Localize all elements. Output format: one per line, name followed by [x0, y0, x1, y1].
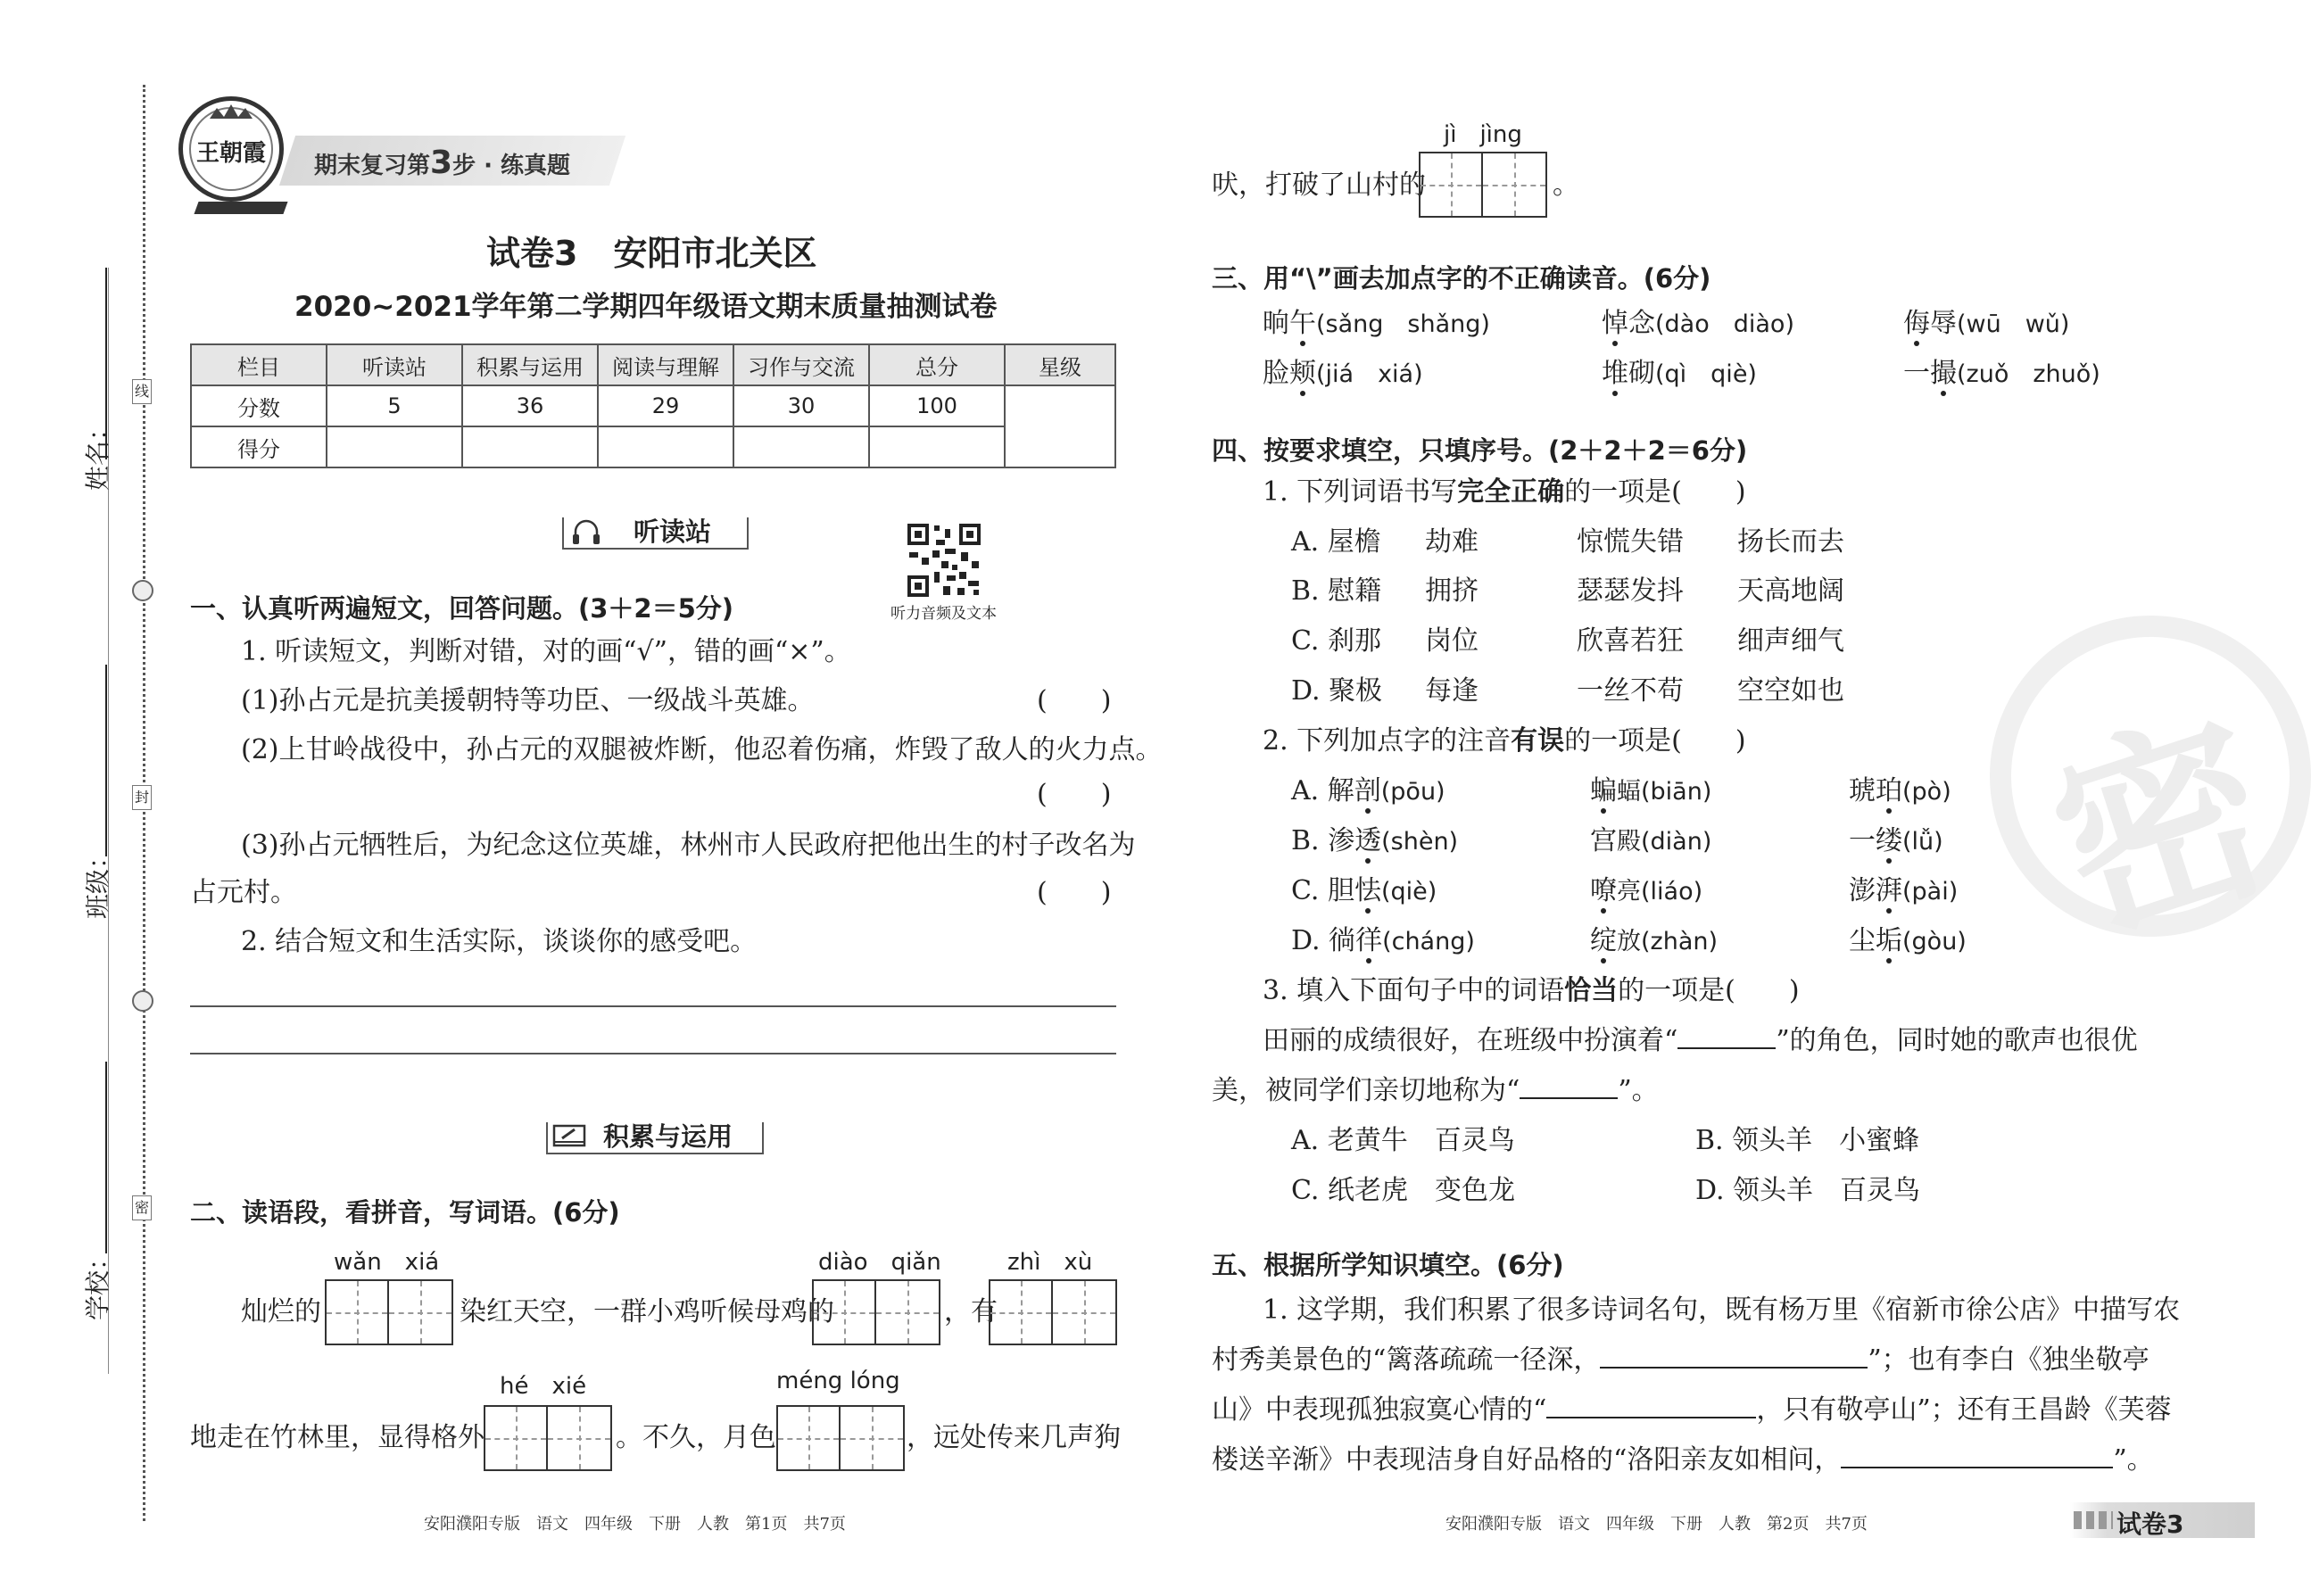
q5-heading: 五、根据所学知识填空。(6分) — [1212, 1250, 1564, 1280]
listen-section-banner — [562, 517, 749, 550]
q1-item3b: 占元村。 — [190, 877, 297, 908]
accum-section-banner — [546, 1122, 764, 1154]
q1-item3a: (3)孙占元牺牲后，为纪念这位英雄，林州市人民政府把他出生的村子改名为 — [241, 830, 1136, 861]
pinyin-zhixu: zhì xù — [1007, 1249, 1093, 1276]
brand-ribbon — [194, 202, 287, 214]
q4-s3-line1: 田丽的成绩很好，在班级中扮演着“ ”的角色，同时她的歌声也很优 — [1263, 1025, 2138, 1056]
q4-s3-blank-2[interactable] — [1520, 1097, 1618, 1099]
q4-s1-opt-c[interactable]: C. 刹那 岗位 欣喜若狂 细声细气 — [1291, 625, 1844, 657]
footer-right: 安阳濮阳专版 语文 四年级 下册 人教 第2页 共7页 — [1445, 1515, 1868, 1534]
q4-s1-opt-d[interactable]: D. 聚极 每逢 一丝不苟 空空如也 — [1291, 675, 1844, 707]
q4-s3-opt-d[interactable]: D. 领头羊 百灵鸟 — [1695, 1175, 1921, 1206]
writing-grid-jijing[interactable] — [1419, 152, 1547, 218]
q1-sub2: 2. 结合短文和生活实际，谈谈你的感受吧。 — [241, 926, 758, 957]
name-label: 姓名： — [83, 415, 112, 491]
q1-answer-line-2[interactable] — [190, 1053, 1116, 1054]
q3-heading: 三、用“\”画去加点字的不正确读音。(6分) — [1212, 263, 1711, 294]
q4-s2-opt-c[interactable]: C. 胆怯(qiè) 嘹亮(liáo) 澎湃(pài) — [1291, 875, 1959, 906]
q3-item-5[interactable]: 堆砌(qì qiè) — [1602, 358, 1757, 389]
writing-grid-wanxia[interactable] — [325, 1279, 453, 1345]
secret-watermark — [1990, 616, 2311, 974]
book-pen-icon — [551, 1122, 587, 1149]
listen-section-title: 听读站 — [634, 517, 712, 547]
q1-heading: 一、认真听两遍短文，回答问题。(3＋2＝5分) — [190, 593, 734, 624]
writing-grid-hexie[interactable] — [484, 1405, 612, 1471]
q3-item-3[interactable]: 侮辱(wū wǔ) — [1903, 308, 2070, 339]
q4-s2-prompt: 2. 下列加点字的注音有误的一项是( ) — [1263, 725, 1746, 757]
q5-blank-2[interactable] — [1546, 1417, 1756, 1418]
q5-blank-3[interactable] — [1841, 1467, 2113, 1468]
q2-text-1: 灿烂的 — [241, 1296, 321, 1327]
q4-s2-opt-b[interactable]: B. 渗透(shèn) 宫殿(diàn) 一缕(lǚ) — [1291, 825, 1943, 856]
exam-subtitle: 2020~2021学年第二学期四年级语文期末质量抽测试卷 — [294, 291, 998, 323]
footer-tab — [2070, 1502, 2255, 1538]
circle-mark-1 — [132, 580, 153, 601]
pinyin-jijing: jì jìng — [1444, 121, 1522, 148]
seal-mark-line: 线 — [132, 379, 152, 404]
score-cell[interactable] — [462, 426, 598, 467]
score-table-row-points: 分数 5 36 29 30 100 — [191, 385, 1115, 426]
q2-text-5: 。不久，月色 — [616, 1422, 776, 1453]
q2-text-6: ，远处传来几声狗 — [907, 1422, 1121, 1453]
name-field[interactable] — [105, 268, 110, 459]
writing-grid-menglong[interactable] — [776, 1405, 905, 1471]
circle-mark-2 — [132, 990, 153, 1012]
footer-left: 安阳濮阳专版 语文 四年级 下册 人教 第1页 共7页 — [424, 1515, 846, 1534]
q5-line3: 山》中表现孤独寂寞心情的“ ，只有敬亭山”；还有王昌龄《芙蓉 — [1212, 1394, 2172, 1426]
footer-tab-text: 试卷3 — [2116, 1509, 2184, 1539]
q2-text-8: 。 — [1553, 170, 1579, 201]
q2-text-4: 地走在竹林里，显得格外 — [190, 1422, 485, 1453]
score-table-header: 栏目 听读站 积累与运用 阅读与理解 习作与交流 总分 星级 — [191, 344, 1115, 385]
q1-item2-answer[interactable]: ( ) — [1037, 779, 1112, 810]
q2-text-7: 吠，打破了山村的 — [1212, 170, 1426, 201]
q4-s2-opt-a[interactable]: A. 解剖(pōu) 蝙蝠(biān) 琥珀(pò) — [1291, 775, 1951, 806]
q2-text-3: ，有 — [944, 1296, 998, 1327]
q5-line2: 村秀美景色的“篱落疏疏一径深， ”；也有李白《独坐敬亭 — [1212, 1344, 2149, 1376]
q4-s3-line2: 美，被同学们亲切地称为“ ”。 — [1212, 1075, 1659, 1106]
qr-code-icon — [906, 522, 982, 599]
q5-line4: 楼送辛渐》中表现洁身自好品格的“洛阳亲友如相问， ”。 — [1212, 1444, 2154, 1476]
pinyin-hexie: hé xié — [500, 1373, 587, 1400]
score-table — [190, 343, 1116, 468]
score-cell[interactable] — [327, 426, 462, 467]
secret-watermark-text: 密 — [2027, 683, 2298, 974]
q4-s3-opt-a[interactable]: A. 老黄牛 百灵鸟 — [1291, 1125, 1515, 1156]
writing-grid-zhixu[interactable] — [989, 1279, 1117, 1345]
score-cell[interactable] — [869, 426, 1005, 467]
class-field[interactable] — [105, 665, 110, 856]
q4-s3-opt-c[interactable]: C. 纸老虎 变色龙 — [1291, 1175, 1515, 1206]
score-cell[interactable] — [733, 426, 869, 467]
qr-caption: 听力音频及文本 — [890, 605, 997, 623]
q4-s1-opt-a[interactable]: A. 屋檐 劫难 惊慌失错 扬长而去 — [1291, 526, 1844, 558]
q1-item1: (1)孙占元是抗美援朝特等功臣、一级战斗英雄。 — [241, 685, 815, 716]
q2-text-2: 染红天空，一群小鸡听候母鸡的 — [460, 1296, 834, 1327]
q5-blank-1[interactable] — [1600, 1367, 1868, 1369]
school-field[interactable] — [105, 1062, 110, 1253]
q4-s2-opt-d[interactable]: D. 徜徉(cháng) 绽放(zhàn) 尘垢(gòu) — [1291, 925, 1967, 956]
q4-s1-opt-b[interactable]: B. 慰籍 拥挤 瑟瑟发抖 天高地阔 — [1291, 575, 1844, 607]
score-table-row-got: 得分 — [191, 426, 1115, 467]
pinyin-wanxia: wǎn xiá — [334, 1249, 440, 1276]
star-rating-cell[interactable] — [1005, 385, 1115, 467]
q4-s1-prompt: 1. 下列词语书写完全正确的一项是( ) — [1263, 476, 1746, 508]
seal-mark-secret: 密 — [132, 1195, 152, 1220]
q1-item1-answer[interactable]: ( ) — [1037, 685, 1112, 716]
accum-section-title: 积累与运用 — [603, 1121, 733, 1152]
headphones-icon — [571, 519, 601, 546]
class-label: 班级： — [83, 843, 112, 919]
writing-grid-diaoqian[interactable] — [812, 1279, 940, 1345]
q1-item2: (2)上甘岭战役中，孙占元的双腿被炸断，他忍着伤痛，炸毁了敌人的火力点。 — [241, 734, 1163, 765]
q5-line1: 1. 这学期，我们积累了很多诗词名句，既有杨万里《宿新市徐公店》中描写农 — [1263, 1294, 2181, 1326]
q1-answer-line-1[interactable] — [190, 1005, 1116, 1007]
q4-s3-prompt: 3. 填入下面句子中的词语恰当的一项是( ) — [1263, 975, 1800, 1006]
q3-item-4[interactable]: 脸颊(jiá xiá) — [1263, 358, 1423, 389]
brand-logo-text: 王朝霞 — [195, 140, 266, 167]
school-label: 学校： — [83, 1245, 112, 1320]
score-cell[interactable] — [598, 426, 733, 467]
q3-item-1[interactable]: 晌午(sǎng shǎng) — [1263, 308, 1490, 339]
q2-heading: 二、读语段，看拼音，写词语。(6分) — [190, 1197, 620, 1228]
q3-item-2[interactable]: 悼念(dào diào) — [1602, 308, 1794, 339]
exam-title: 试卷3 安阳市北关区 — [486, 234, 817, 273]
pinyin-menglong: méng lóng — [776, 1368, 900, 1394]
brand-logo — [178, 96, 284, 202]
pinyin-diaoqian: diào qiǎn — [818, 1249, 941, 1276]
q4-s3-opt-b[interactable]: B. 领头羊 小蜜蜂 — [1695, 1125, 1920, 1156]
footer-tab-squares — [2074, 1511, 2113, 1529]
qr-code[interactable] — [906, 522, 982, 599]
q4-s3-blank-1[interactable] — [1677, 1047, 1776, 1049]
q1-sub1: 1. 听读短文，判断对错，对的画“√”，错的画“×”。 — [241, 636, 851, 667]
q4-heading: 四、按要求填空，只填序号。(2＋2＋2＝6分) — [1212, 435, 1748, 466]
header-badge-text: 期末复习第3步 · 练真题 — [314, 145, 571, 181]
q3-item-6[interactable]: 一撮(zuǒ zhuǒ) — [1903, 358, 2100, 389]
q1-item3-answer[interactable]: ( ) — [1037, 877, 1112, 908]
seal-mark-seal: 封 — [132, 785, 152, 810]
